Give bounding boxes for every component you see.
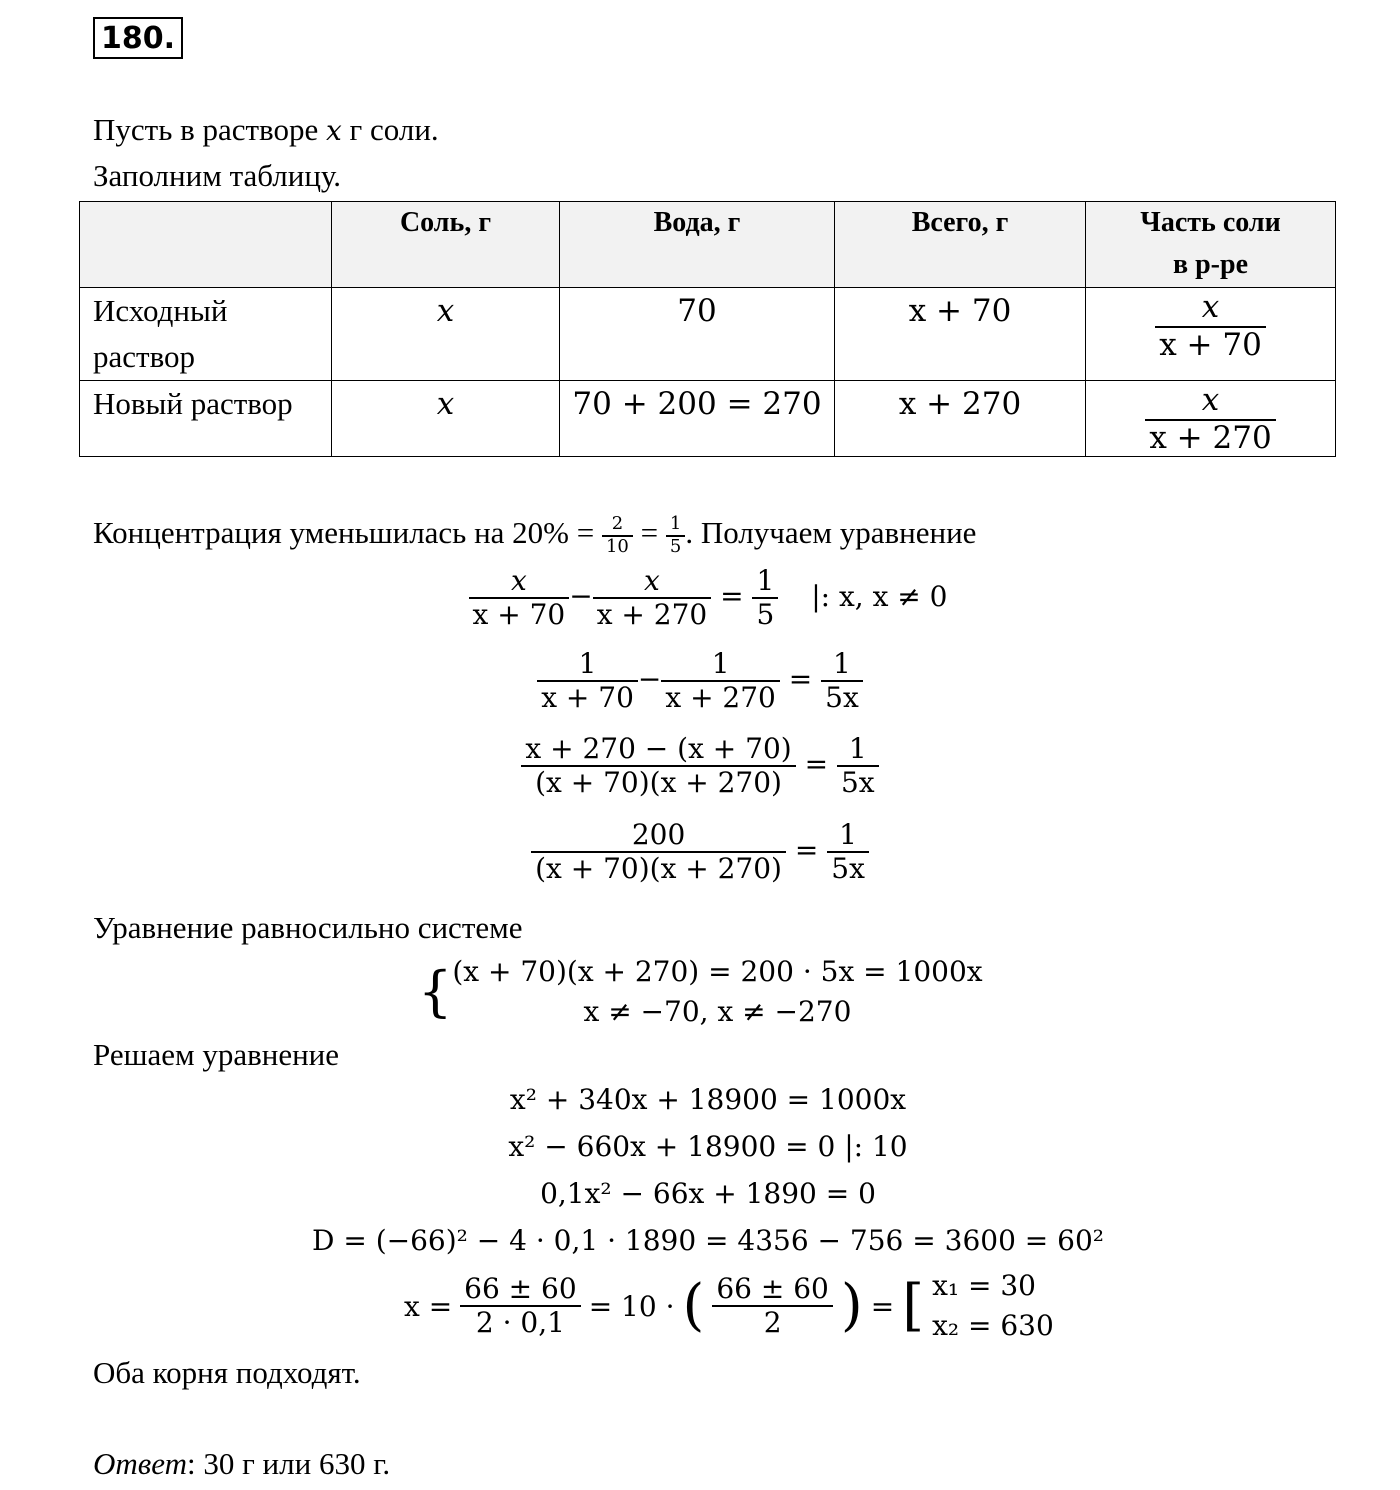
equation-3 — [0, 733, 1400, 799]
fraction — [531, 819, 786, 885]
minus-sign: − — [637, 662, 662, 696]
intro-text-a: Пусть в растворе — [93, 112, 326, 147]
equals-sign: = — [720, 579, 744, 613]
concentration-line — [93, 505, 976, 561]
fraction — [537, 648, 638, 714]
right-paren: ) — [840, 1273, 863, 1338]
fraction-numerator: 200 — [631, 818, 686, 851]
table-cell-salt: x — [332, 381, 560, 457]
equals-sign: = — [804, 747, 829, 781]
roots-set — [932, 1266, 1054, 1346]
concentration-text-b: . Получаем уравнение — [685, 515, 977, 550]
table-header-part-line2: в р-ре — [1172, 249, 1249, 280]
fraction-denominator: (x + 70)(x + 270) — [535, 766, 782, 800]
quad-line-3: 0,1x² − 66x + 1890 = 0 — [540, 1177, 876, 1210]
table-row — [80, 288, 1336, 381]
fraction-denominator: 2 · 0,1 — [475, 1306, 565, 1339]
table-row — [80, 381, 1336, 457]
answer-text: : 30 г или 630 г. — [186, 1446, 391, 1481]
fraction-numerator: x + 270 − (x + 70) — [525, 732, 792, 765]
fraction-numerator: x — [1201, 382, 1220, 418]
system-lines — [452, 952, 982, 1032]
equation-4 — [0, 819, 1400, 885]
roots-x-equals: x = — [404, 1289, 453, 1323]
fraction — [837, 733, 879, 799]
fraction-denominator: x + 70 — [472, 598, 566, 632]
fraction — [593, 565, 712, 631]
table-header-part — [1086, 202, 1336, 288]
intro-line-2: Заполним таблицу. — [93, 158, 342, 193]
fraction-denominator: x + 270 — [1149, 419, 1272, 456]
fraction-denominator: x + 270 — [665, 681, 776, 715]
table-header-water: Вода, г — [560, 202, 835, 288]
root-2: x₂ = 630 — [932, 1309, 1054, 1342]
system-brace: { — [418, 960, 453, 1023]
fraction-numerator: 66 ± 60 — [716, 1271, 829, 1305]
minus-sign: − — [569, 579, 593, 613]
table-cell-total: x + 70 — [835, 288, 1086, 381]
table-header-salt: Соль, г — [332, 202, 560, 288]
intro-line-1 — [93, 114, 439, 145]
fraction-denominator: x + 70 — [1159, 326, 1262, 363]
equation-1 — [8, 565, 1400, 631]
answer-line — [93, 1448, 390, 1479]
fraction-numerator: 1 — [839, 818, 857, 851]
intro-text-b: г соли. — [341, 112, 439, 147]
problem-number: 180. — [93, 17, 183, 59]
table-cell-water: 70 + 200 = 270 — [560, 381, 835, 457]
system-intro-text: Уравнение равносильно системе — [93, 910, 523, 945]
fraction — [827, 819, 869, 885]
fraction-numerator: 2 — [611, 513, 624, 535]
row1-label-b: раствор — [93, 339, 195, 374]
fraction-numerator: 1 — [669, 513, 682, 535]
fraction-denominator: (x + 70)(x + 270) — [535, 852, 782, 886]
answer-label: Ответ — [93, 1446, 187, 1481]
quad-line-2: x² − 660x + 18900 = 0 |: 10 — [508, 1130, 908, 1163]
fraction-numerator: 1 — [756, 564, 775, 597]
table-row-label: Новый раствор — [80, 381, 332, 457]
fraction — [602, 514, 633, 557]
left-paren: ( — [682, 1273, 705, 1338]
fraction — [460, 1273, 581, 1339]
fraction-denominator: 5 — [669, 535, 682, 557]
equals-sign: = — [640, 515, 659, 550]
fraction — [521, 733, 795, 799]
fraction-denominator: 5x — [831, 852, 865, 886]
fraction — [1155, 290, 1266, 363]
fraction-denominator: x + 270 — [596, 598, 708, 632]
fraction-numerator: 1 — [578, 647, 597, 680]
table-cell-part — [1086, 381, 1336, 457]
fraction-numerator: x — [1201, 289, 1220, 325]
equals-sign: = — [788, 662, 813, 696]
fraction-numerator: 1 — [833, 647, 851, 680]
fraction-numerator: 1 — [848, 732, 867, 765]
roots-line — [404, 1266, 1054, 1346]
fraction — [666, 514, 685, 557]
fraction-denominator: 2 — [763, 1306, 782, 1339]
fraction-denominator: 5x — [840, 766, 875, 800]
table-cell-salt: x — [332, 288, 560, 381]
table-cell-part — [1086, 288, 1336, 381]
solution-table — [79, 201, 1336, 457]
system-line-1: (x + 70)(x + 270) = 200 · 5x = 1000x — [452, 955, 983, 988]
fraction-denominator: 5x — [825, 681, 859, 715]
fraction-numerator: x — [510, 564, 527, 597]
fraction — [661, 648, 780, 714]
table-row-label — [80, 288, 332, 381]
both-roots-fit-text: Оба корня подходят. — [93, 1355, 361, 1390]
roots-middle: = 10 · — [588, 1289, 675, 1323]
concentration-text-a: Концентрация уменьшилась на 20% = — [93, 515, 595, 550]
solve-text: Решаем уравнение — [93, 1037, 340, 1072]
fraction — [1145, 383, 1275, 456]
table-cell-water: 70 — [560, 288, 835, 381]
table-header-empty — [80, 202, 332, 288]
equation-note: |: x, x ≠ 0 — [811, 579, 948, 613]
fraction-denominator: 5 — [756, 598, 775, 632]
root-1: x₁ = 30 — [932, 1269, 1036, 1302]
equation-2 — [0, 648, 1400, 714]
equation-system — [418, 952, 983, 1032]
intro-variable: x — [325, 114, 342, 147]
fraction-numerator: x — [644, 564, 660, 597]
discriminant-line: D = (−66)² − 4 · 0,1 · 1890 = 4356 − 756 = 3600 = 60² — [312, 1224, 1104, 1257]
equals-sign: = — [870, 1289, 895, 1323]
fraction — [752, 565, 778, 631]
root-bracket: [ — [902, 1273, 925, 1338]
quad-line-1: x² + 340x + 18900 = 1000x — [509, 1083, 907, 1116]
row1-label-a: Исходный — [93, 293, 228, 328]
fraction — [469, 565, 570, 631]
system-line-2: x ≠ −70, x ≠ −270 — [583, 995, 852, 1028]
table-header-total: Всего, г — [835, 202, 1086, 288]
table-header-row — [80, 202, 1336, 288]
fraction — [712, 1273, 833, 1339]
table-header-part-line1: Часть соли — [1140, 207, 1281, 238]
fraction-numerator: 1 — [711, 647, 730, 680]
table-cell-total: x + 270 — [835, 381, 1086, 457]
fraction-numerator: 66 ± 60 — [464, 1271, 577, 1305]
fraction-denominator: x + 70 — [541, 681, 634, 715]
fraction — [821, 648, 863, 714]
fraction-denominator: 10 — [605, 535, 629, 557]
equals-sign: = — [794, 833, 819, 867]
